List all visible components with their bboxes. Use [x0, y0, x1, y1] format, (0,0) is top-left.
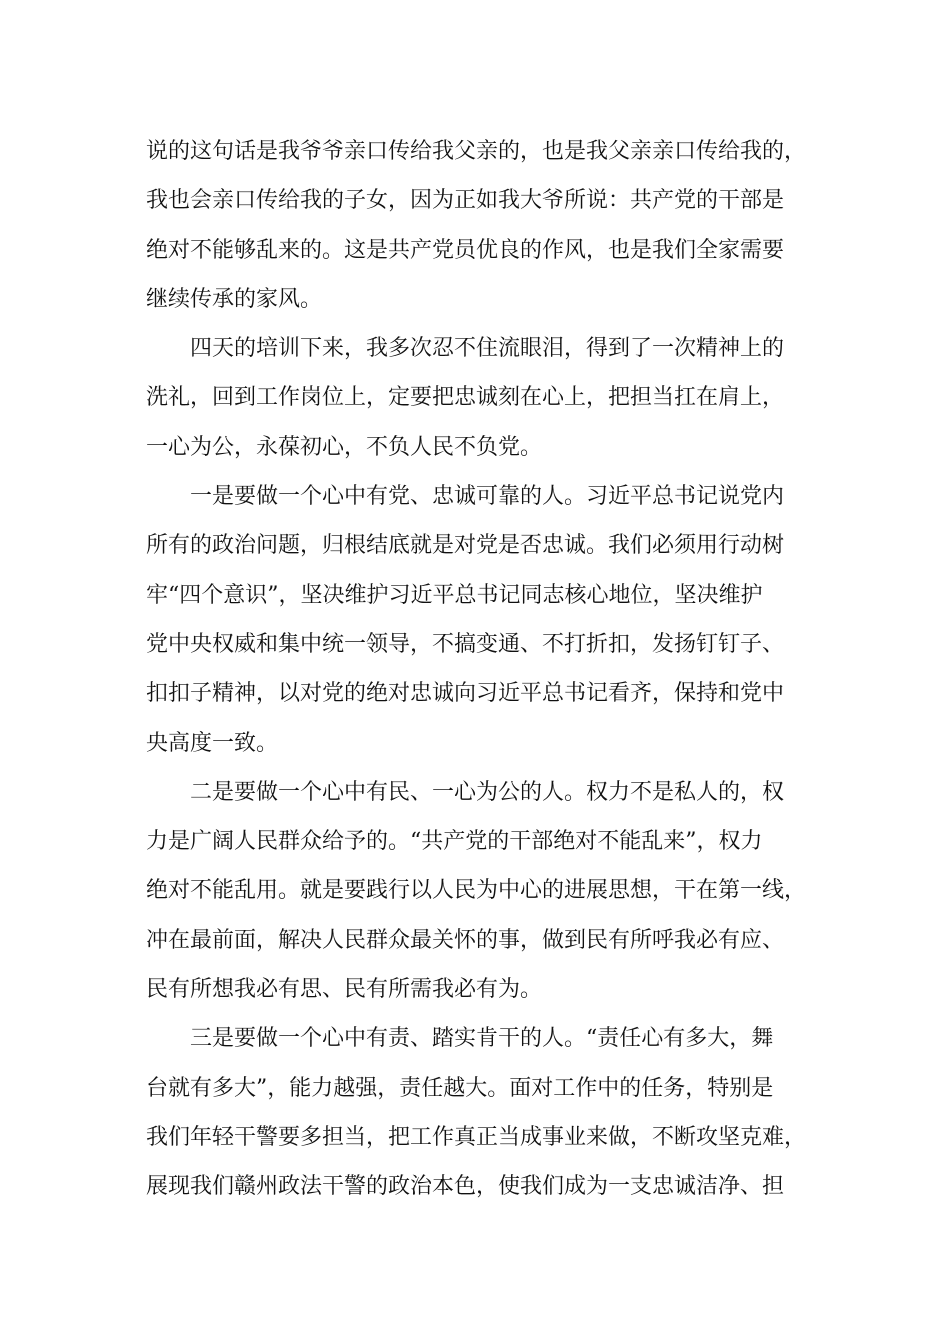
text-line: 扣扣子精神，以对党的绝对忠诚向习近平总书记看齐，保持和党中	[146, 681, 785, 707]
text-line: 党中央权威和集中统一领导，不搞变通、不打折扣，发扬钉钉子、	[146, 631, 785, 657]
paragraph-5	[146, 1014, 836, 1211]
text-line: 一心为公，永葆初心，不负人民不负党。	[146, 434, 543, 460]
text-line: 绝对不能乱用。就是要践行以人民为中心的进展思想，干在第一线，	[146, 878, 807, 904]
text-line-first: 二是要做一个心中有民、一心为公的人。权力不是私人的，权	[190, 779, 785, 805]
text-line: 展现我们赣州政法干警的政治本色，使我们成为一支忠诚洁净、担	[146, 1174, 785, 1200]
text-line: 我也会亲口传给我的子女，因为正如我大爷所说：共产党的干部是	[146, 188, 785, 214]
text-line: 绝对不能够乱来的。这是共产党员优良的作风，也是我们全家需要	[146, 237, 785, 263]
document-body	[146, 127, 836, 1212]
text-line-first: 四天的培训下来，我多次忍不住流眼泪，得到了一次精神上的	[190, 336, 785, 362]
text-line: 我们年轻干警要多担当，把工作真正当成事业来做，不断攻坚克难，	[146, 1124, 807, 1150]
text-line-first: 三是要做一个心中有责、踏实肯干的人。“责任心有多大，舞	[190, 1026, 774, 1052]
text-line: 继续传承的家风。	[146, 286, 323, 312]
text-line: 所有的政治问题，归根结底就是对党是否忠诚。我们必须用行动树	[146, 533, 785, 559]
paragraph-1	[146, 127, 836, 324]
text-line: 力是广阔人民群众给予的。“共产党的干部绝对不能乱来”，权力	[146, 829, 763, 855]
text-line: 民有所想我必有思、民有所需我必有为。	[146, 977, 543, 1003]
text-line: 央高度一致。	[146, 730, 279, 756]
text-line: 洗礼，回到工作岗位上，定要把忠诚刻在心上，把担当扛在肩上，	[146, 385, 785, 411]
text-line: 冲在最前面，解决人民群众最关怀的事，做到民有所呼我必有应、	[146, 927, 785, 953]
paragraph-2	[146, 324, 836, 472]
paragraph-4	[146, 768, 836, 1014]
text-line: 说的这句话是我爷爷亲口传给我父亲的，也是我父亲亲口传给我的，	[146, 139, 807, 164]
text-line: 牢“四个意识”，坚决维护习近平总书记同志核心地位，坚决维护	[146, 582, 763, 608]
text-line: 台就有多大”，能力越强，责任越大。面对工作中的任务，特别是	[146, 1075, 774, 1101]
text-line-first: 一是要做一个心中有党、忠诚可靠的人。习近平总书记说党内	[190, 484, 785, 510]
paragraph-3	[146, 472, 836, 768]
